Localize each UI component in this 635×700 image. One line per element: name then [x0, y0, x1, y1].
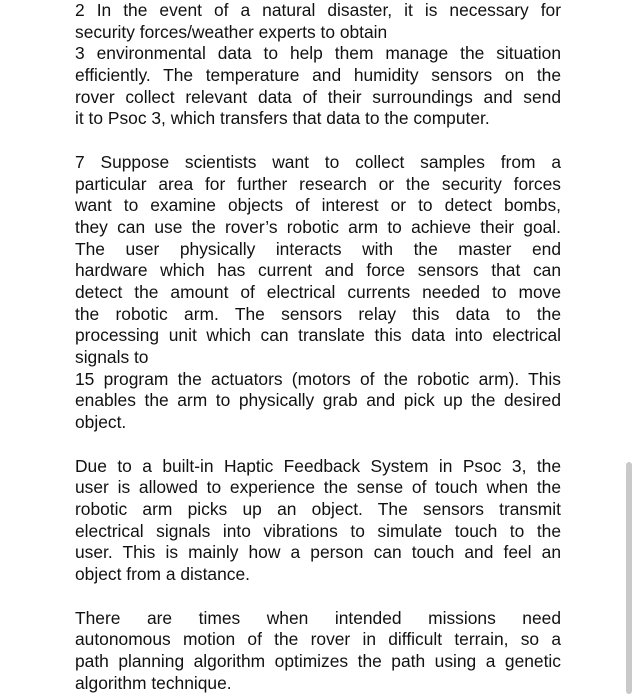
paragraph-1-line-4: efficiently. The temperature and humidity sensors on the: [75, 65, 561, 86]
vertical-scrollbar-track[interactable]: [623, 0, 635, 700]
paragraph-2-line-13: object.: [75, 412, 127, 433]
document-body: [75, 0, 561, 694]
paragraph-4-line-1: There are times when intended missions need: [75, 607, 561, 628]
paragraph-1-line-6: it to Psoc 3, which transfers that data to the computer.: [75, 108, 490, 129]
paragraph-gap: [75, 434, 561, 456]
paragraph-2-line-9: processing unit which can translate this data into electrical: [75, 325, 561, 346]
paragraph-2-line-10: signals to: [75, 347, 149, 368]
paragraph-3: [75, 456, 561, 586]
paragraph-2-line-2: particular area for further research or the security forces: [75, 173, 561, 194]
paragraph-2-line-6: hardware which has current and force sensors that can: [75, 260, 561, 281]
paragraph-4-line-3: path planning algorithm optimizes the path using a genetic: [75, 650, 561, 671]
paragraph-1-line-5: rover collect relevant data of their surroundings and send: [75, 86, 561, 107]
paragraph-2-line-3: want to examine objects of interest or to detect bombs,: [75, 195, 561, 216]
paragraph-4: [75, 608, 561, 695]
paragraph-2-line-4: they can use the rover’s robotic arm to achieve their goal.: [75, 216, 561, 237]
paragraph-1-line-3: 3 environmental data to help them manage the situation: [75, 43, 561, 64]
paragraph-gap: [75, 130, 561, 152]
paragraph-4-line-4: algorithm technique.: [75, 672, 232, 693]
paragraph-3-line-3: robotic arm picks up an object. The sensors transmit: [75, 499, 561, 520]
paragraph-3-line-2: user is allowed to experience the sense of touch when the: [75, 477, 561, 498]
paragraph-1: [75, 0, 561, 130]
vertical-scrollbar-thumb[interactable]: [626, 462, 632, 694]
paragraph-gap: [75, 586, 561, 608]
paragraph-2-line-7: detect the amount of electrical currents needed to move: [75, 282, 561, 303]
paragraph-2-line-1: 7 Suppose scientists want to collect samples from a: [75, 151, 561, 172]
paragraph-2-line-5: The user physically interacts with the master end: [75, 238, 561, 259]
paragraph-2-line-11: 15 program the actuators (motors of the robotic arm). This: [75, 368, 561, 389]
paragraph-3-line-6: object from a distance.: [75, 564, 250, 585]
paragraph-2-line-8: the robotic arm. The sensors relay this data to the: [75, 303, 561, 324]
paragraph-2-line-12: enables the arm to physically grab and pick up the desired: [75, 390, 561, 411]
paragraph-3-line-4: electrical signals into vibrations to simulate touch to the: [75, 520, 561, 541]
paragraph-2: [75, 152, 561, 434]
paragraph-1-line-1: 2 In the event of a natural disaster, it is necessary for: [75, 0, 561, 20]
paragraph-4-line-2: autonomous motion of the rover in difficult terrain, so a: [75, 629, 561, 650]
paragraph-3-line-5: user. This is mainly how a person can touch and feel an: [75, 542, 561, 563]
paragraph-1-line-2: security forces/weather experts to obtain: [75, 21, 388, 42]
paragraph-3-line-1: Due to a built-in Haptic Feedback System in Psoc 3, the: [75, 455, 561, 476]
